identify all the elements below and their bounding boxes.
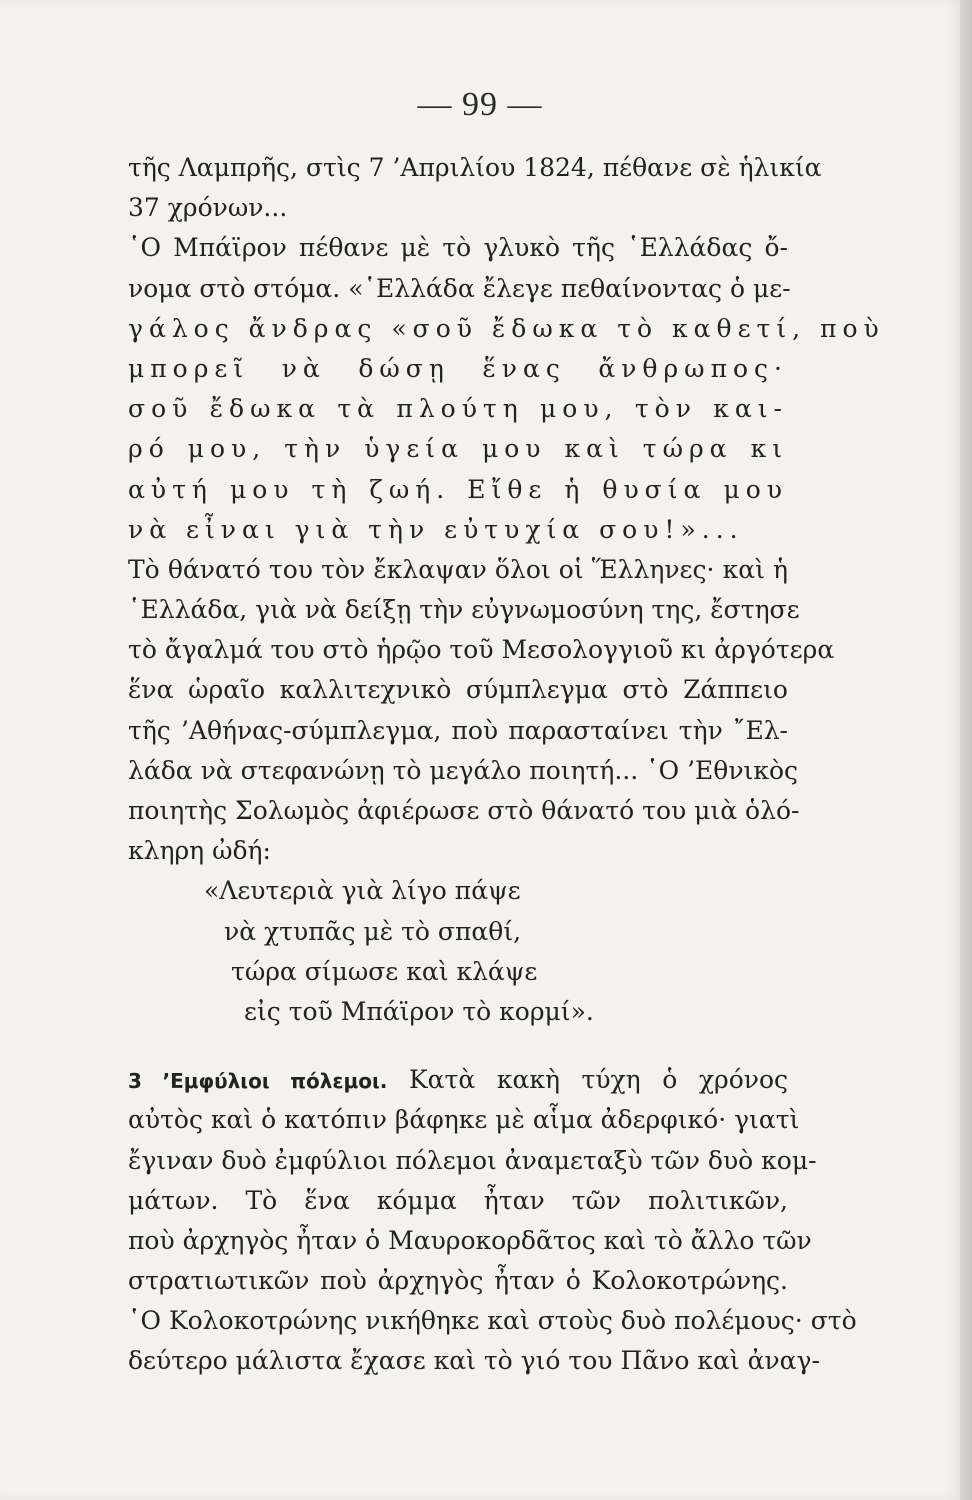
text-line: 37 χρόνων... xyxy=(128,193,288,223)
text-line: τὸ ἄγαλμά του στὸ ἡρῷο τοῦ Μεσολογγιοῦ κι ἀργότερα xyxy=(128,635,835,665)
text-line: ῾Ο Μπάϊρον πέθανε μὲ τὸ γλυκὸ τῆς ῾Ελλάδας ὄ- xyxy=(128,233,788,263)
section-first-line xyxy=(128,1060,788,1100)
text-line: ῾Ελλάδα, γιὰ νὰ δείξῃ τὴν εὐγνωμοσύνη της, ἔστησε xyxy=(128,595,800,625)
text-line: στρατιωτικῶν ποὺ ἀρχηγὸς ἦταν ὁ Κολοκοτρώνης. xyxy=(128,1266,788,1296)
text-line: τῆς ’Αθήνας-σύμπλεγμα, ποὺ παρασταίνει τὴν ῎Ελ- xyxy=(128,715,788,745)
text-line: σοῦ ἔδωκα τὰ πλούτη μου, τὸν και- xyxy=(128,394,788,424)
text-line: μπορεῖ νὰ δώσῃ ἕνας ἄνθρωπος· xyxy=(128,353,788,383)
text-line: λάδα νὰ στεφανώνῃ τὸ μεγάλο ποιητή... ῾Ο ’Εθνικὸς xyxy=(128,755,798,785)
section-first-line-text: Κατὰ κακὴ τύχη ὁ χρόνος xyxy=(387,1065,788,1095)
text-line: αὐτή μου τὴ ζωή. Εἴθε ἡ θυσία μου xyxy=(128,474,788,504)
verse-line: εἰς τοῦ Μπάϊρον τὸ κορμί». xyxy=(244,996,594,1026)
text-line: τῆς Λαμπρῆς, στὶς 7 ’Απριλίου 1824, πέθανε σὲ ἡλικία xyxy=(128,153,822,182)
text-line: ποιητὴς Σολωμὸς ἀφιέρωσε στὸ θάνατό του μιὰ ὁλό- xyxy=(128,796,800,825)
text-line: Τὸ θάνατό του τὸν ἔκλαψαν ὅλοι οἱ Ἕλληνες· καὶ ἡ xyxy=(128,554,788,584)
text-line: ρό μου, τὴν ὑγεία μου καὶ τώρα κι xyxy=(128,434,788,464)
text-line: νομα στὸ στόμα. «῾Ελλάδα ἔλεγε πεθαίνοντας ὁ με- xyxy=(128,273,791,303)
text-line: ῾Ο Κολοκοτρώνης νικήθηκε καὶ στοὺς δυὸ πολέμους· στὸ xyxy=(128,1306,857,1336)
section-gap xyxy=(128,1032,788,1060)
verse-line: τώρα σίμωσε καὶ κλάψε xyxy=(231,956,538,986)
text-line: δεύτερο μάλιστα ἔχασε καὶ τὸ γιό του Πᾶνο καὶ ἀναγ- xyxy=(128,1346,820,1376)
text-line: νὰ εἶναι γιὰ τὴν εὐτυχία σου!»... xyxy=(128,514,744,544)
text-line: ἔγιναν δυὸ ἐμφύλιοι πόλεμοι ἀναμεταξὺ τῶν δυὸ κομ- xyxy=(128,1145,817,1175)
text-line: γάλος ἄνδρας «σοῦ ἔδωκα τὸ καθετί, ποὺ xyxy=(128,313,885,343)
text-line: αὐτὸς καὶ ὁ κατόπιν βάφηκε μὲ αἷμα ἀδερφικό· γιατὶ xyxy=(128,1105,800,1135)
scan-edge xyxy=(960,0,972,1500)
body-text xyxy=(128,148,885,1382)
text-line: κληρη ὠδή: xyxy=(128,836,271,866)
section-heading: 3 ’Εμφύλιοι πόλεμοι. xyxy=(128,1069,388,1094)
text-line: ἕνα ὡραῖο καλλιτεχνικὸ σύμπλεγμα στὸ Ζάππειο xyxy=(128,675,788,705)
text-line: ποὺ ἀρχηγὸς ἦταν ὁ Μαυροκορδᾶτος καὶ τὸ ἄλλο τῶν xyxy=(128,1225,812,1255)
verse-line: «Λευτεριὰ γιὰ λίγο πάψε xyxy=(204,876,521,906)
text-line: μάτων. Τὸ ἕνα κόμμα ἦταν τῶν πολιτικῶν, xyxy=(128,1185,788,1215)
verse-line: νὰ χτυπᾶς μὲ τὸ σπαθί, xyxy=(224,916,522,946)
page-number: — 99 — xyxy=(417,86,543,123)
